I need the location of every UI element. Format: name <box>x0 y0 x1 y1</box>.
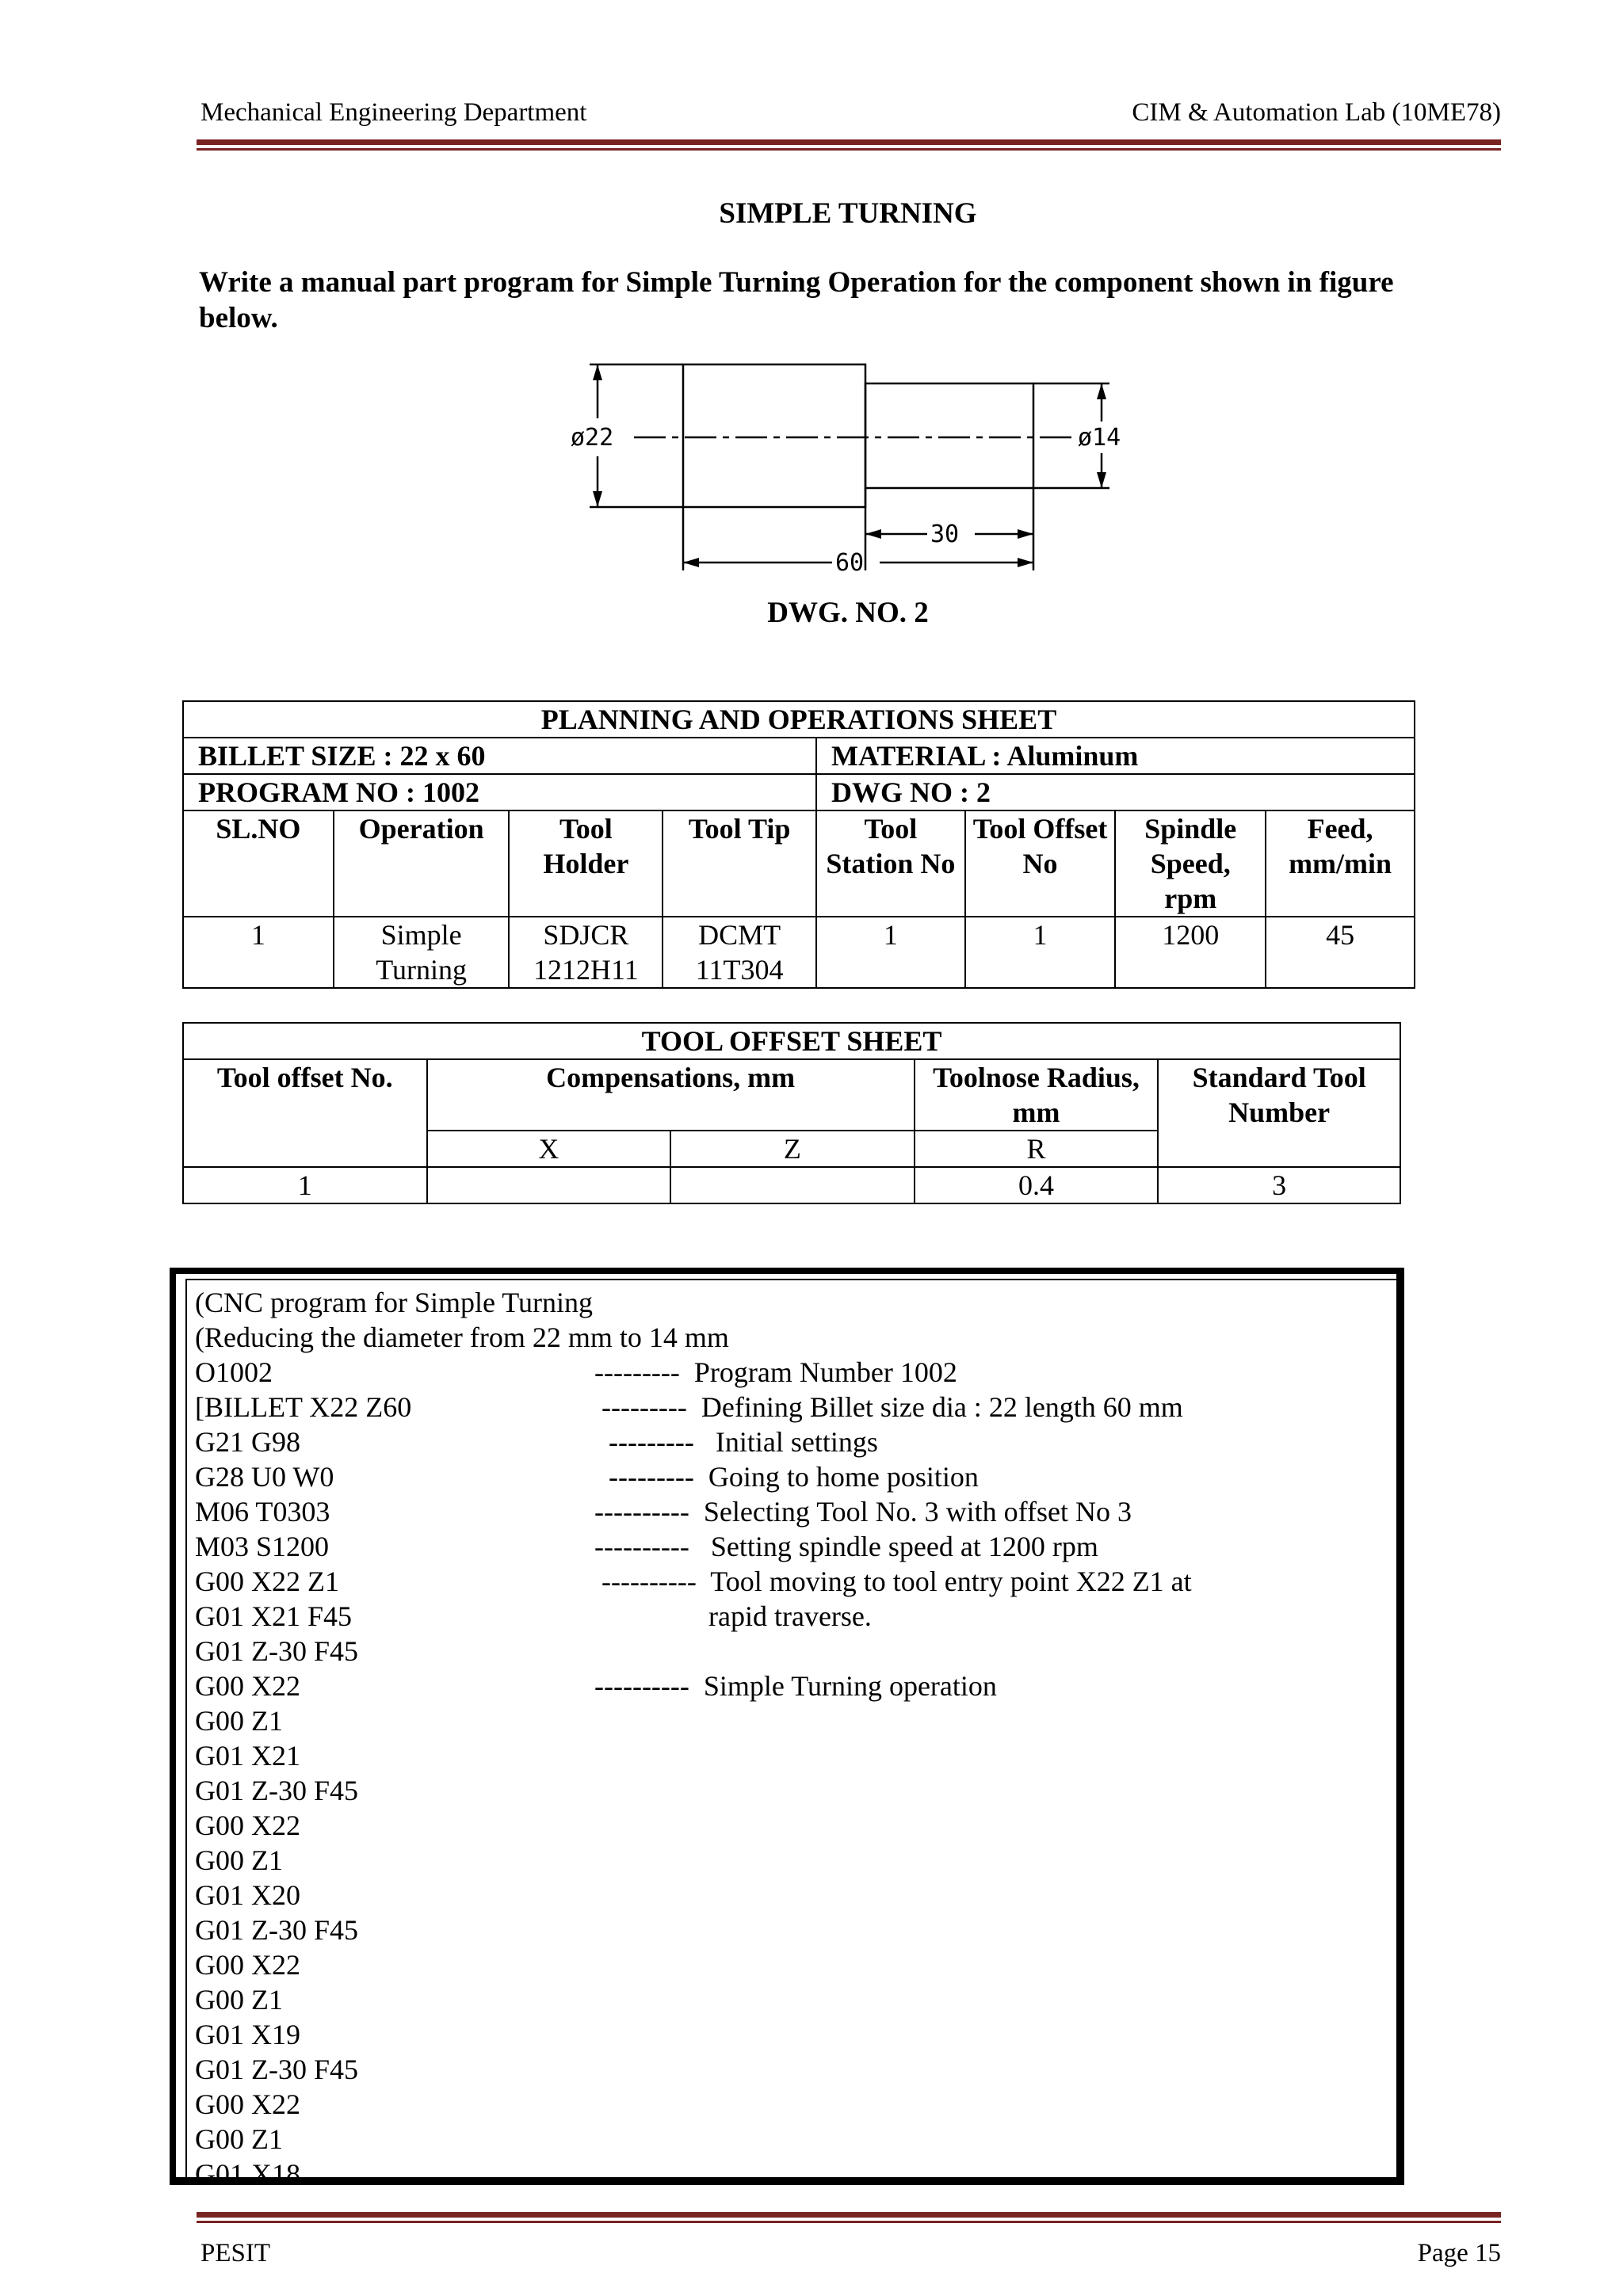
col-compensations: Compensations, mm <box>427 1059 915 1131</box>
component-drawing <box>555 355 1141 585</box>
program-code: G00 X22 <box>195 1949 300 1981</box>
col-tool-tip: Tool Tip <box>663 810 816 917</box>
program-code: (CNC program for Simple Turning <box>195 1287 594 1318</box>
dwg-no: DWG NO : 2 <box>816 774 1415 810</box>
program-comment: ---------- Selecting Tool No. 3 with offset No 3 <box>594 1496 1132 1527</box>
footer-page-number: Page 15 <box>1417 2239 1501 2267</box>
program-code: G21 G98 <box>195 1426 300 1458</box>
program-comment: --------- Initial settings <box>594 1426 878 1458</box>
cell-feed: 45 <box>1266 917 1415 988</box>
program-comment: ---------- Setting spindle speed at 1200 rpm <box>594 1531 1098 1562</box>
program-code: [BILLET X22 Z60 <box>195 1391 412 1423</box>
col-offset-no: Tool offset No. <box>183 1059 427 1167</box>
footer-institution: PESIT <box>200 2239 271 2267</box>
dim-step-length: 30 <box>930 521 960 548</box>
program-code: G28 U0 W0 <box>195 1461 334 1493</box>
material: MATERIAL : Aluminum <box>816 738 1415 774</box>
program-comment: --------- Going to home position <box>594 1461 979 1493</box>
cell-tool-tip: DCMT 11T304 <box>663 917 816 988</box>
instruction-text: Write a manual part program for Simple Turning Operation for the component shown in figure below. <box>199 266 1394 334</box>
footer-rule-thin <box>197 2221 1501 2223</box>
program-code: G01 X19 <box>195 2019 300 2050</box>
col-feed: Feed, mm/min <box>1266 810 1415 917</box>
program-comment: --------- Defining Billet size dia : 22 length 60 mm <box>594 1391 1183 1423</box>
program-code: G00 Z1 <box>195 2123 283 2155</box>
cell-tool-holder: SDJCR 1212H11 <box>509 917 663 988</box>
program-code: M06 T0303 <box>195 1496 330 1527</box>
program-comment: --------- Program Number 1002 <box>594 1356 957 1388</box>
billet-size: BILLET SIZE : 22 x 60 <box>183 738 816 774</box>
col-tool-station: Tool Station No <box>816 810 965 917</box>
program-code: M03 S1200 <box>195 1531 330 1562</box>
header-lab: CIM & Automation Lab (10ME78) <box>1132 98 1501 127</box>
header-rule-thin <box>197 148 1501 151</box>
cell-comp-x <box>427 1167 671 1203</box>
col-sl-no: SL.NO <box>183 810 334 917</box>
component-outline <box>590 364 1109 570</box>
program-code: G01 Z-30 F45 <box>195 2054 358 2085</box>
drawing-label: DWG. NO. 2 <box>767 597 929 629</box>
program-code: G00 X22 <box>195 2088 300 2120</box>
tool-offset-table <box>182 1022 1401 1204</box>
sub-x: X <box>427 1131 671 1167</box>
cell-comp-z <box>670 1167 915 1203</box>
sub-z: Z <box>670 1131 915 1167</box>
program-code: G01 X21 <box>195 1740 300 1772</box>
program-code: G01 Z-30 F45 <box>195 1914 358 1946</box>
col-toolnose-radius: Toolnose Radius, mm <box>915 1059 1159 1131</box>
program-code: G00 X22 <box>195 1670 300 1702</box>
header-department: Mechanical Engineering Department <box>200 98 587 127</box>
col-tool-holder: Tool Holder <box>509 810 663 917</box>
cnc-program-box <box>170 1268 1415 2196</box>
program-code: G00 Z1 <box>195 1705 283 1737</box>
cell-sl-no: 1 <box>183 917 334 988</box>
cell-standard-tool: 3 <box>1158 1167 1400 1203</box>
cell-spindle-speed: 1200 <box>1115 917 1266 988</box>
col-operation: Operation <box>334 810 510 917</box>
program-code: G01 X21 F45 <box>195 1600 353 1632</box>
offset-title: TOOL OFFSET SHEET <box>183 1023 1400 1059</box>
program-comment: ---------- Simple Turning operation <box>594 1670 997 1702</box>
program-no: PROGRAM NO : 1002 <box>183 774 816 810</box>
program-code: G00 X22 Z1 <box>195 1566 339 1597</box>
program-comment: rapid traverse. <box>594 1600 872 1632</box>
col-standard-tool: Standard Tool Number <box>1158 1059 1400 1167</box>
page-title: SIMPLE TURNING <box>719 197 977 230</box>
col-spindle-speed: Spindle Speed, rpm <box>1115 810 1266 917</box>
dim-dia-large: ø22 <box>571 424 614 452</box>
program-code: G00 X22 <box>195 1810 300 1841</box>
dim-dia-small: ø14 <box>1078 424 1121 452</box>
program-code: G01 Z-30 F45 <box>195 1635 358 1667</box>
col-tool-offset: Tool Offset No <box>965 810 1116 917</box>
program-code: G00 Z1 <box>195 1984 283 2016</box>
cell-offset-no: 1 <box>183 1167 427 1203</box>
planning-title: PLANNING AND OPERATIONS SHEET <box>183 701 1415 738</box>
planning-sheet-table <box>182 700 1415 989</box>
sub-r: R <box>915 1131 1159 1167</box>
cell-tool-station: 1 <box>816 917 965 988</box>
cell-tool-offset: 1 <box>965 917 1116 988</box>
dimension-arrows <box>593 364 1106 567</box>
cell-operation: Simple Turning <box>334 917 510 988</box>
program-comment: ---------- Tool moving to tool entry point X22 Z1 at <box>594 1566 1192 1597</box>
dim-total-length: 60 <box>835 549 865 577</box>
program-code: G00 Z1 <box>195 1844 283 1876</box>
footer-rule-thick <box>197 2212 1501 2218</box>
program-code: G01 X18 <box>195 2158 300 2190</box>
program-code: O1002 <box>195 1356 273 1388</box>
program-code: G01 X20 <box>195 1879 300 1911</box>
header-rule-thick <box>197 139 1501 145</box>
program-code: G01 Z-30 F45 <box>195 1775 358 1806</box>
program-code: (Reducing the diameter from 22 mm to 14 mm <box>195 1322 729 1353</box>
cell-radius: 0.4 <box>915 1167 1159 1203</box>
